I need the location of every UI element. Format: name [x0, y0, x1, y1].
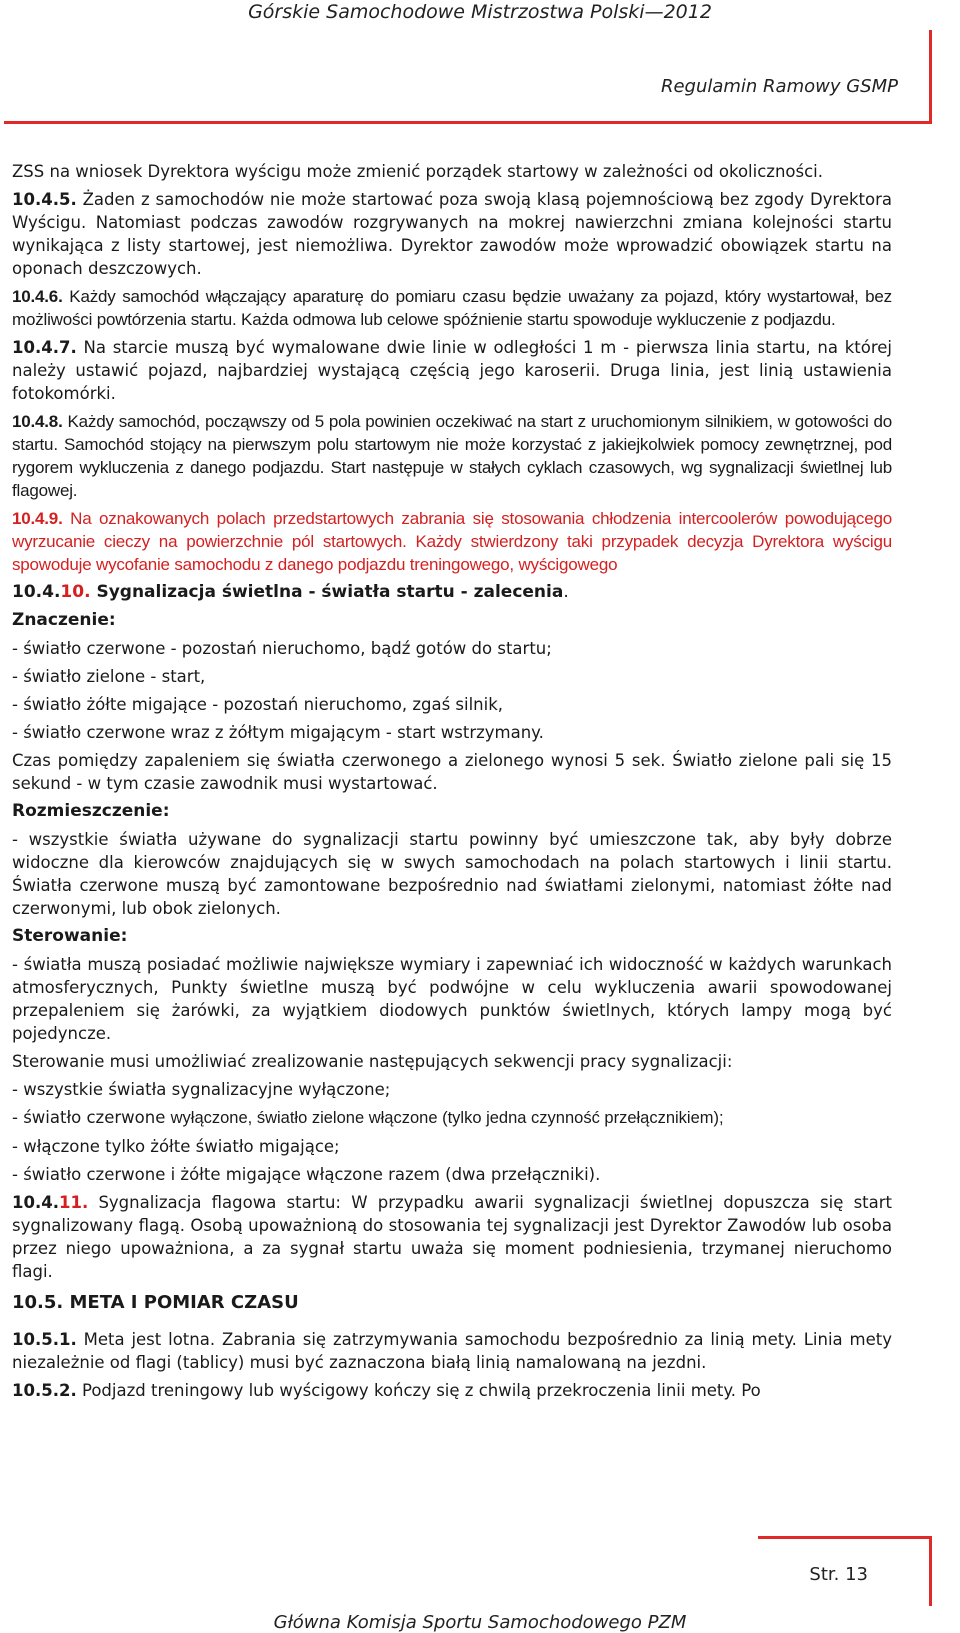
list-item: - światło zielone - start,	[12, 667, 206, 686]
section-number: 10.4.7.	[12, 338, 77, 357]
paragraph-10-5-1: 10.5.1. Meta jest lotna. Zabrania się zatrzymywania samochodu bezpośrednio za linią mety. Linia mety niezależnie od flagi (tablicy) musi być zaznaczona białą linią namalowaną na jezdni.	[12, 1330, 892, 1372]
paragraph-10-4-11: 10.4.11. Sygnalizacja flagowa startu: W przypadku awarii sygnalizacji świetlnej dopuszcza się start sygnalizowany flagą. Osobą upoważnioną do stosowania tej sygnalizacji jest Dyrektor Zawodów lub osoba przez niego upoważniona, a za sygnał startu uważa się moment podniesienia, trzymanej nieruchomo flagi.	[12, 1193, 892, 1281]
footer-text: Główna Komisja Sportu Samochodowego PZM	[273, 1612, 687, 1633]
footer-red-horizontal-line	[758, 1536, 932, 1539]
header-title: Górskie Samochodowe Mistrzostwa Polski—2012	[248, 1, 712, 23]
section-number: 10.5.1.	[12, 1330, 77, 1349]
list-item: - wszystkie światła sygnalizacyjne wyłączone;	[12, 1080, 391, 1099]
section-number: 10.4.5.	[12, 190, 77, 209]
list-item: - światło żółte migające - pozostań nieruchomo, zgaś silnik,	[12, 695, 504, 714]
paragraph-10-4-7: 10.4.7. Na starcie muszą być wymalowane dwie linie w odległości 1 m - pierwsza linia startu, na której należy ustawić pojazd, najbardziej wystającą częścią jego karoserii. Druga linia, jest linią ustawienia fotokomórki.	[12, 338, 892, 403]
header-subtitle: Regulamin Ramowy GSMP	[660, 76, 898, 97]
paragraph-10-4-8: 10.4.8. Każdy samochód, począwszy od 5 pola powinien oczekiwać na start z uruchomionym silnikiem, w gotowości do startu. Samochód stojący na pierwszym polu startowym nie może korzystać z jakiejkolwiek pomocy zewnętrznej, pod rygorem wykluczenia z danego podjazdu. Start następuje w stałych cyklach czasowych, wg sygnalizacji świetlnej lub flagowej.	[12, 412, 892, 500]
heading-10-4-10: 10.4.10. Sygnalizacja świetlna - światła startu - zalecenia.	[12, 582, 569, 602]
list-item: - włączone tylko żółte światło migające;	[12, 1137, 340, 1156]
label-rozmieszczenie: Rozmieszczenie:	[12, 801, 170, 821]
footer-red-vertical-line	[929, 1536, 932, 1606]
paragraph-czas: Czas pomiędzy zapaleniem się światła czerwonego a zielonego wynosi 5 sek. Światło zielone pali się 15 sekund - w tym czasie zawodnik musi wystartować.	[12, 751, 892, 793]
header-red-horizontal-line	[4, 121, 932, 124]
paragraph-rozmieszczenie: - wszystkie światła używane do sygnalizacji startu powinny być umieszczone tak, aby były dobrze widoczne dla kierowców znajdujących się w swych samochodach na polach startowych i linii startu. Światła czerwone muszą być zamontowane bezpośrednio nad światłami zielonymi, natomiast żółte nad czerwonymi, lub obok zielonych.	[12, 830, 892, 918]
label-znaczenie: Znaczenie:	[12, 610, 116, 630]
list-item: - światło czerwone - pozostań nieruchomo, bądź gotów do startu;	[12, 639, 552, 658]
section-number: 10.5.2.	[12, 1381, 77, 1400]
paragraph-zss: ZSS na wniosek Dyrektora wyścigu może zmienić porządek startowy w zależności od okoliczności.	[12, 162, 823, 181]
document-body	[12, 160, 892, 1402]
list-item: - światło czerwone i żółte migające włączone razem (dwa przełączniki).	[12, 1165, 601, 1184]
label-sterowanie: Sterowanie:	[12, 926, 128, 946]
paragraph-sterowanie: - światła muszą posiadać możliwie największe wymiary i zapewniać ich widoczność w każdych warunkach atmosferycznych, Punkty świetlne muszą być podwójne w celu wykluczenia awarii spowodowanej przepaleniem się żarówki, za wyjątkiem diodowych punktów świetlnych, których lampy mogą być pojedyncze.	[12, 955, 892, 1043]
list-item: - światło czerwone wyłączone, światło zielone włączone (tylko jedna czynność przełącznikiem);	[12, 1108, 724, 1127]
paragraph-10-4-5: 10.4.5. Żaden z samochodów nie może startować poza swoją klasą pojemnościową bez zgody Dyrektora Wyścigu. Natomiast podczas zawodów rozgrywanych na mokrej nawierzchni zmiana kolejności startu wynikająca z listy startowej, jest niemożliwa. Dyrektor zawodów może wprowadzić obowiązek startu na oponach deszczowych.	[12, 190, 892, 278]
paragraph-10-4-9: 10.4.9. Na oznakowanych polach przedstartowych zabrania się stosowania chłodzenia intercoolerów powodującego wyrzucanie cieczy na powierzchnie pól startowych. Każdy stwierdzony taki przypadek decyzja Dyrektora wyścigu spowoduje wycofanie samochodu z danego podjazdu treningowego, wyścigowego	[12, 509, 892, 574]
heading-10-5: 10.5. META I POMIAR CZASU	[12, 1292, 299, 1313]
page-number: Str. 13	[809, 1564, 868, 1585]
section-number: 10.4.9.	[12, 509, 63, 528]
paragraph-sekwencje: Sterowanie musi umożliwiać zrealizowanie następujących sekwencji pracy sygnalizacji:	[12, 1052, 733, 1071]
paragraph-10-5-2: 10.5.2. Podjazd treningowy lub wyścigowy kończy się z chwilą przekroczenia linii mety. Po	[12, 1381, 761, 1400]
paragraph-10-4-6: 10.4.6. Każdy samochód włączający aparaturę do pomiaru czasu będzie uważany za pojazd, który wystartował, bez możliwości powtórzenia startu. Każda odmowa lub celowe spóźnienie startu spowoduje wykluczenie z podjazdu.	[12, 287, 892, 329]
header-red-vertical-line	[929, 30, 932, 122]
section-number: 10.4.6.	[12, 287, 63, 306]
section-number: 10.4.8.	[12, 412, 63, 431]
list-item: - światło czerwone wraz z żółtym migającym - start wstrzymany.	[12, 723, 544, 742]
